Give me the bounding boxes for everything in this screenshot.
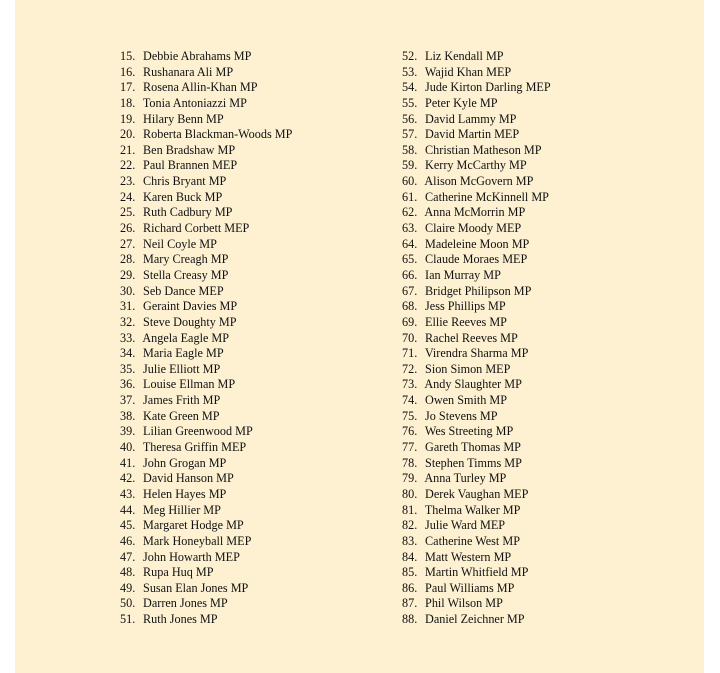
entry-number: 70. <box>402 330 418 345</box>
signatory-entry <box>402 284 551 300</box>
entry-number: 59. <box>402 158 418 173</box>
entry-number: 61. <box>402 189 418 204</box>
entry-name: Ruth Jones MP <box>143 612 218 627</box>
signatory-entry <box>402 158 551 174</box>
signatory-entry <box>402 80 551 96</box>
entry-number: 87. <box>402 596 418 611</box>
signatory-entry <box>120 612 292 628</box>
entry-name: Rachel Reeves MP <box>425 330 518 345</box>
signatory-entry <box>120 471 292 487</box>
signatory-entry <box>402 237 551 253</box>
signatory-entry <box>120 550 292 566</box>
signatory-entry <box>402 565 551 581</box>
signatory-entry <box>120 158 292 174</box>
document-page <box>15 0 704 673</box>
entry-number: 35. <box>120 361 136 376</box>
signatory-entry <box>402 315 551 331</box>
signatory-entry <box>402 205 551 221</box>
signatory-entry <box>402 190 551 206</box>
entry-number: 74. <box>402 393 418 408</box>
signatory-entry <box>120 362 292 378</box>
signatory-entry <box>120 393 292 409</box>
entry-number: 18. <box>120 95 136 110</box>
entry-number: 88. <box>402 612 418 627</box>
entry-number: 63. <box>402 221 418 236</box>
entry-name: Claude Moraes MEP <box>425 252 528 267</box>
entry-number: 57. <box>402 127 418 142</box>
signatory-entry <box>402 143 551 159</box>
signatory-entry <box>402 331 551 347</box>
entry-name: Phil Wilson MP <box>425 596 503 611</box>
entry-number: 46. <box>120 533 136 548</box>
entry-number: 38. <box>120 408 136 423</box>
entry-number: 44. <box>120 502 136 517</box>
signatory-entry <box>120 534 292 550</box>
entry-name: Paul Williams MP <box>425 580 515 595</box>
entry-number: 68. <box>402 299 418 314</box>
signatory-entry <box>120 143 292 159</box>
entry-number: 76. <box>402 424 418 439</box>
signatory-entry <box>402 596 551 612</box>
signatory-entry <box>120 596 292 612</box>
entry-number: 28. <box>120 252 136 267</box>
signatory-entry <box>402 65 551 81</box>
signatory-entry <box>120 237 292 253</box>
signatory-entry <box>402 268 551 284</box>
entry-name: Martin Whitfield MP <box>425 565 529 580</box>
entry-name: Ruth Cadbury MP <box>143 205 233 220</box>
signatory-entry <box>120 377 292 393</box>
entry-name: Lilian Greenwood MP <box>143 424 253 439</box>
entry-number: 21. <box>120 142 136 157</box>
entry-number: 73. <box>402 377 418 392</box>
signatory-entry <box>120 268 292 284</box>
signatory-entry <box>402 252 551 268</box>
entry-number: 41. <box>120 455 136 470</box>
entry-number: 16. <box>120 64 136 79</box>
entry-name: Susan Elan Jones MP <box>143 580 249 595</box>
entry-name: Rupa Huq MP <box>143 565 214 580</box>
entry-number: 50. <box>120 596 136 611</box>
entry-name: David Hanson MP <box>143 471 234 486</box>
entry-number: 47. <box>120 549 136 564</box>
entry-name: Ian Murray MP <box>425 267 501 282</box>
signatory-entry <box>402 440 551 456</box>
signatory-entry <box>120 315 292 331</box>
entry-name: Julie Ward MEP <box>425 518 506 533</box>
entry-name: Wajid Khan MEP <box>424 64 512 79</box>
entry-name: Kate Green MP <box>143 408 220 423</box>
entry-number: 75. <box>402 408 418 423</box>
entry-name: Louise Ellman MP <box>143 377 236 392</box>
entry-number: 17. <box>120 80 136 95</box>
signatory-entry <box>120 518 292 534</box>
entry-name: John Grogan MP <box>143 455 227 470</box>
entry-number: 24. <box>120 189 136 204</box>
signatory-entry <box>402 346 551 362</box>
entry-number: 26. <box>120 221 136 236</box>
entry-name: Bridget Philipson MP <box>425 283 532 298</box>
signatory-entry <box>402 503 551 519</box>
entry-number: 72. <box>402 361 418 376</box>
entry-number: 60. <box>402 174 418 189</box>
entry-name: Sion Simon MEP <box>425 361 511 376</box>
entry-number: 67. <box>402 283 418 298</box>
signatory-list-right-column <box>402 49 551 628</box>
entry-name: Richard Corbett MEP <box>143 221 250 236</box>
signatory-entry <box>402 612 551 628</box>
entry-name: Margaret Hodge MP <box>143 518 244 533</box>
signatory-entry <box>120 80 292 96</box>
entry-number: 53. <box>402 64 418 79</box>
entry-name: Alison McGovern MP <box>424 174 534 189</box>
entry-name: Claire Moody MEP <box>425 221 522 236</box>
entry-name: Hilary Benn MP <box>143 111 224 126</box>
signatory-entry <box>120 127 292 143</box>
signatory-entry <box>402 534 551 550</box>
entry-number: 80. <box>402 486 418 501</box>
entry-name: David Martin MEP <box>425 127 520 142</box>
entry-name: Seb Dance MEP <box>143 283 224 298</box>
signatory-entry <box>120 96 292 112</box>
entry-number: 62. <box>402 205 418 220</box>
entry-name: John Howarth MEP <box>143 549 240 564</box>
entry-name: Anna Turley MP <box>424 471 507 486</box>
entry-name: Neil Coyle MP <box>143 236 217 251</box>
signatory-entry <box>120 190 292 206</box>
signatory-entry <box>120 424 292 440</box>
signatory-entry <box>402 487 551 503</box>
entry-number: 30. <box>120 283 136 298</box>
signatory-entry <box>120 252 292 268</box>
signatory-entry <box>120 221 292 237</box>
entry-number: 48. <box>120 565 136 580</box>
entry-number: 23. <box>120 174 136 189</box>
entry-name: Rosena Allin-Khan MP <box>143 80 258 95</box>
signatory-entry <box>120 456 292 472</box>
entry-name: Helen Hayes MP <box>143 486 227 501</box>
entry-number: 22. <box>120 158 136 173</box>
entry-number: 58. <box>402 142 418 157</box>
entry-name: Angela Eagle MP <box>142 330 230 345</box>
entry-number: 45. <box>120 518 136 533</box>
entry-name: Daniel Zeichner MP <box>425 612 525 627</box>
signatory-entry <box>120 409 292 425</box>
entry-number: 49. <box>120 580 136 595</box>
entry-name: Darren Jones MP <box>143 596 228 611</box>
entry-name: Catherine West MP <box>425 533 520 548</box>
signatory-entry <box>402 550 551 566</box>
entry-number: 52. <box>402 49 418 63</box>
entry-name: Paul Brannen MEP <box>143 158 238 173</box>
entry-name: Meg Hillier MP <box>143 502 221 517</box>
signatory-entry <box>120 331 292 347</box>
signatory-entry <box>120 299 292 315</box>
entry-number: 83. <box>402 533 418 548</box>
signatory-entry <box>402 424 551 440</box>
entry-number: 40. <box>120 440 136 455</box>
entry-name: Ellie Reeves MP <box>425 314 507 329</box>
entry-name: Steve Doughty MP <box>143 314 237 329</box>
signatory-entry <box>120 284 292 300</box>
signatory-entry <box>120 49 292 65</box>
entry-name: Thelma Walker MP <box>424 502 521 517</box>
entry-number: 29. <box>120 267 136 282</box>
entry-name: Anna McMorrin MP <box>424 205 526 220</box>
entry-name: Roberta Blackman-Woods MP <box>143 127 293 142</box>
signatory-entry <box>402 49 551 65</box>
entry-number: 34. <box>120 346 136 361</box>
entry-name: Theresa Griffin MEP <box>142 440 247 455</box>
signatory-entry <box>402 456 551 472</box>
entry-name: Owen Smith MP <box>425 393 507 408</box>
entry-number: 56. <box>402 111 418 126</box>
entry-number: 54. <box>402 80 418 95</box>
entry-name: Catherine McKinnell MP <box>425 189 549 204</box>
entry-name: Jess Phillips MP <box>425 299 506 314</box>
signatory-entry <box>120 581 292 597</box>
signatory-entry <box>402 221 551 237</box>
entry-number: 66. <box>402 267 418 282</box>
signatory-entry <box>402 299 551 315</box>
entry-number: 65. <box>402 252 418 267</box>
entry-number: 15. <box>120 49 136 63</box>
entry-number: 85. <box>402 565 418 580</box>
entry-name: Maria Eagle MP <box>143 346 224 361</box>
signatory-entry <box>402 393 551 409</box>
entry-number: 84. <box>402 549 418 564</box>
signatory-entry <box>402 96 551 112</box>
signatory-entry <box>120 503 292 519</box>
entry-name: Stephen Timms MP <box>425 455 522 470</box>
signatory-entry <box>402 362 551 378</box>
signatory-entry <box>402 377 551 393</box>
entry-number: 32. <box>120 314 136 329</box>
signatory-entry <box>402 581 551 597</box>
signatory-entry <box>402 174 551 190</box>
entry-number: 20. <box>120 127 136 142</box>
entry-name: Stella Creasy MP <box>143 267 229 282</box>
signatory-entry <box>120 565 292 581</box>
entry-name: Chris Bryant MP <box>143 174 227 189</box>
entry-number: 25. <box>120 205 136 220</box>
entry-name: Wes Streeting MP <box>424 424 514 439</box>
entry-name: Julie Elliott MP <box>143 361 221 376</box>
signatory-entry <box>402 471 551 487</box>
signatory-entry <box>120 65 292 81</box>
entry-number: 36. <box>120 377 136 392</box>
entry-name: Jo Stevens MP <box>425 408 498 423</box>
entry-number: 81. <box>402 502 418 517</box>
signatory-entry <box>402 518 551 534</box>
entry-name: Karen Buck MP <box>143 189 223 204</box>
entry-name: Kerry McCarthy MP <box>425 158 527 173</box>
entry-number: 71. <box>402 346 418 361</box>
entry-name: Derek Vaughan MEP <box>425 486 529 501</box>
signatory-entry <box>120 487 292 503</box>
signatory-entry <box>120 174 292 190</box>
signatory-entry <box>120 205 292 221</box>
entry-number: 79. <box>402 471 418 486</box>
signatory-entry <box>402 127 551 143</box>
entry-number: 43. <box>120 486 136 501</box>
entry-number: 77. <box>402 440 418 455</box>
entry-name: Tonia Antoniazzi MP <box>142 95 247 110</box>
signatory-entry <box>402 409 551 425</box>
entry-name: Andy Slaughter MP <box>424 377 522 392</box>
entry-name: David Lammy MP <box>425 111 517 126</box>
entry-number: 27. <box>120 236 136 251</box>
entry-name: Peter Kyle MP <box>425 95 498 110</box>
entry-number: 37. <box>120 393 136 408</box>
entry-name: Mary Creagh MP <box>143 252 229 267</box>
signatory-entry <box>402 112 551 128</box>
entry-number: 86. <box>402 580 418 595</box>
entry-number: 51. <box>120 612 136 627</box>
entry-name: Christian Matheson MP <box>425 142 542 157</box>
entry-name: Matt Western MP <box>425 549 512 564</box>
signatory-list-left-column <box>120 49 292 628</box>
entry-number: 19. <box>120 111 136 126</box>
entry-number: 82. <box>402 518 418 533</box>
entry-number: 39. <box>120 424 136 439</box>
signatory-entry <box>120 346 292 362</box>
signatory-entry <box>120 440 292 456</box>
entry-name: Madeleine Moon MP <box>425 236 530 251</box>
entry-number: 64. <box>402 236 418 251</box>
entry-number: 31. <box>120 299 136 314</box>
entry-name: Mark Honeyball MEP <box>143 533 252 548</box>
entry-name: Debbie Abrahams MP <box>143 49 252 63</box>
entry-number: 78. <box>402 455 418 470</box>
entry-name: Rushanara Ali MP <box>143 64 234 79</box>
entry-number: 55. <box>402 95 418 110</box>
signatory-entry <box>120 112 292 128</box>
entry-name: Jude Kirton Darling MEP <box>425 80 551 95</box>
entry-number: 33. <box>120 330 136 345</box>
entry-number: 42. <box>120 471 136 486</box>
entry-name: Ben Bradshaw MP <box>143 142 236 157</box>
entry-name: Geraint Davies MP <box>143 299 238 314</box>
entry-name: Liz Kendall MP <box>425 49 504 63</box>
entry-name: Gareth Thomas MP <box>425 440 521 455</box>
entry-number: 69. <box>402 314 418 329</box>
entry-name: Virendra Sharma MP <box>424 346 529 361</box>
entry-name: James Frith MP <box>143 393 221 408</box>
